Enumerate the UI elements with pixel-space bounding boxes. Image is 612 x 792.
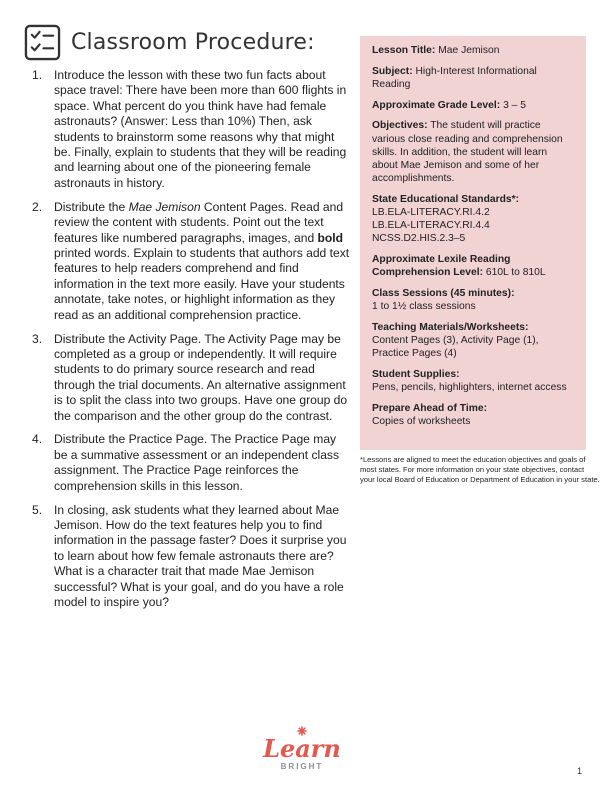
- step-text-segment: Distribute the: [54, 199, 129, 214]
- standard-item: LB.ELA-LITERACY.RI.4.4: [372, 220, 490, 232]
- student-supplies-field: [372, 368, 574, 394]
- field-label: Teaching Materials/Worksheets:: [372, 321, 529, 333]
- field-value: Copies of worksheets: [372, 416, 471, 428]
- procedure-list: [30, 68, 350, 619]
- class-sessions-field: [372, 287, 574, 313]
- step-number: 2.: [32, 199, 43, 214]
- standards-field: [372, 193, 574, 246]
- step-number: 5.: [32, 502, 43, 517]
- procedure-step: [30, 68, 350, 191]
- bold-word: bold: [317, 230, 344, 245]
- standard-item: LB.ELA-LITERACY.RI.4.2: [372, 207, 490, 219]
- field-value: Pens, pencils, highlighters, internet access: [372, 382, 567, 394]
- header: [24, 24, 315, 61]
- logo-wordmark: Learn: [263, 734, 341, 763]
- field-label: Objectives:: [372, 120, 428, 132]
- lesson-info-panel: [360, 36, 586, 450]
- step-number: 3.: [32, 331, 43, 346]
- step-text-segment: Content Pages. Read and review the content with students. Point out the text features like numbered paragraphs, images, and: [54, 199, 344, 245]
- field-label: Lesson Title:: [372, 45, 436, 56]
- teaching-materials-field: [372, 321, 574, 361]
- field-value: The student will practice various close reading and comprehension skills. In addition, the student will learn about Mae Jemison and some of her accomplishments.: [372, 120, 563, 185]
- italic-title: Mae Jemison: [128, 199, 201, 214]
- step-text: Distribute the Practice Page. The Practice Page may be a summative assessment or an independent class assignment. The Practice Page reinforces the comprehension skills in this lesson.: [54, 432, 340, 493]
- standards-footnote: *Lessons are aligned to meet the education objectives and goals of most states. For more information on your state objectives, contact your local Board of Education or Department of Education in your state.: [360, 455, 600, 484]
- lesson-title-field: [372, 44, 574, 57]
- field-value: 1 to 1½ class sessions: [372, 301, 476, 313]
- field-label: Prepare Ahead of Time:: [372, 402, 488, 414]
- procedure-step: [30, 200, 350, 323]
- grade-level-field: [372, 99, 574, 112]
- field-label: Class Sessions (45 minutes):: [372, 288, 515, 300]
- step-number: 4.: [32, 432, 43, 447]
- step-text: In closing, ask students what they learned about Mae Jemison. How do the text features help you to find information in the passage faster? Does it surprise you to learn about how few female astronauts there are? What is a character trait that made Mae Jemison successful? What is your goal, and do you have a role model to inspire you?: [54, 502, 347, 609]
- step-text-segment: printed words. Explain to students that authors add text features to help readers comprehend and find information in the text more easily. Have your students annotate, take notes, or highlight information as they read as an additional comprehension practice.: [54, 245, 350, 322]
- step-text: Distribute the Activity Page. The Activity Page may be completed as a group or independently. It will require students to do primary source research and read through the trial documents. An alternative assignment is to split the class into two groups. Have one group do the comparison and the other group do the contrast.: [54, 331, 348, 423]
- field-value: Mae Jemison: [438, 45, 500, 56]
- logo-subtitle: BRIGHT: [280, 762, 324, 771]
- objectives-field: [372, 119, 574, 185]
- subject-field: [372, 65, 574, 91]
- procedure-step: [30, 332, 350, 424]
- procedure-step: [30, 432, 350, 494]
- procedure-step: [30, 503, 350, 611]
- standard-item: NCSS.D2.HIS.2.3–5: [372, 233, 466, 245]
- field-value: High-Interest Informational Reading: [372, 65, 537, 90]
- field-label: Approximate Lexile Reading Comprehension Level:: [372, 254, 511, 279]
- step-text: [54, 200, 349, 322]
- learn-bright-logo: [246, 724, 358, 772]
- field-label: Student Supplies:: [372, 369, 460, 381]
- step-text: Introduce the lesson with these two fun facts about space travel: There have been more than 600 flights in space. What percent do you think have had female astronauts? (Answer: Less than 10%) Then, ask students to brainstorm some reasons why that might be. Finally, explain to students that they will be reading and learning about one of the pioneering female astronauts in history.: [54, 68, 347, 190]
- step-number: 1.: [32, 68, 43, 82]
- field-label: Approximate Grade Level:: [372, 99, 501, 111]
- page-number: 1: [577, 766, 583, 776]
- page-title: Classroom Procedure:: [71, 30, 315, 55]
- prepare-ahead-field: [372, 402, 574, 428]
- field-value: Content Pages (3), Activity Page (1), Practice Pages (4): [372, 335, 539, 360]
- field-value: 3 – 5: [503, 99, 526, 111]
- checklist-icon: [24, 24, 61, 61]
- field-value: 610L to 810L: [485, 267, 546, 279]
- field-label: Subject:: [372, 65, 413, 77]
- lexile-field: [372, 253, 574, 279]
- field-label: State Educational Standards*:: [372, 193, 520, 205]
